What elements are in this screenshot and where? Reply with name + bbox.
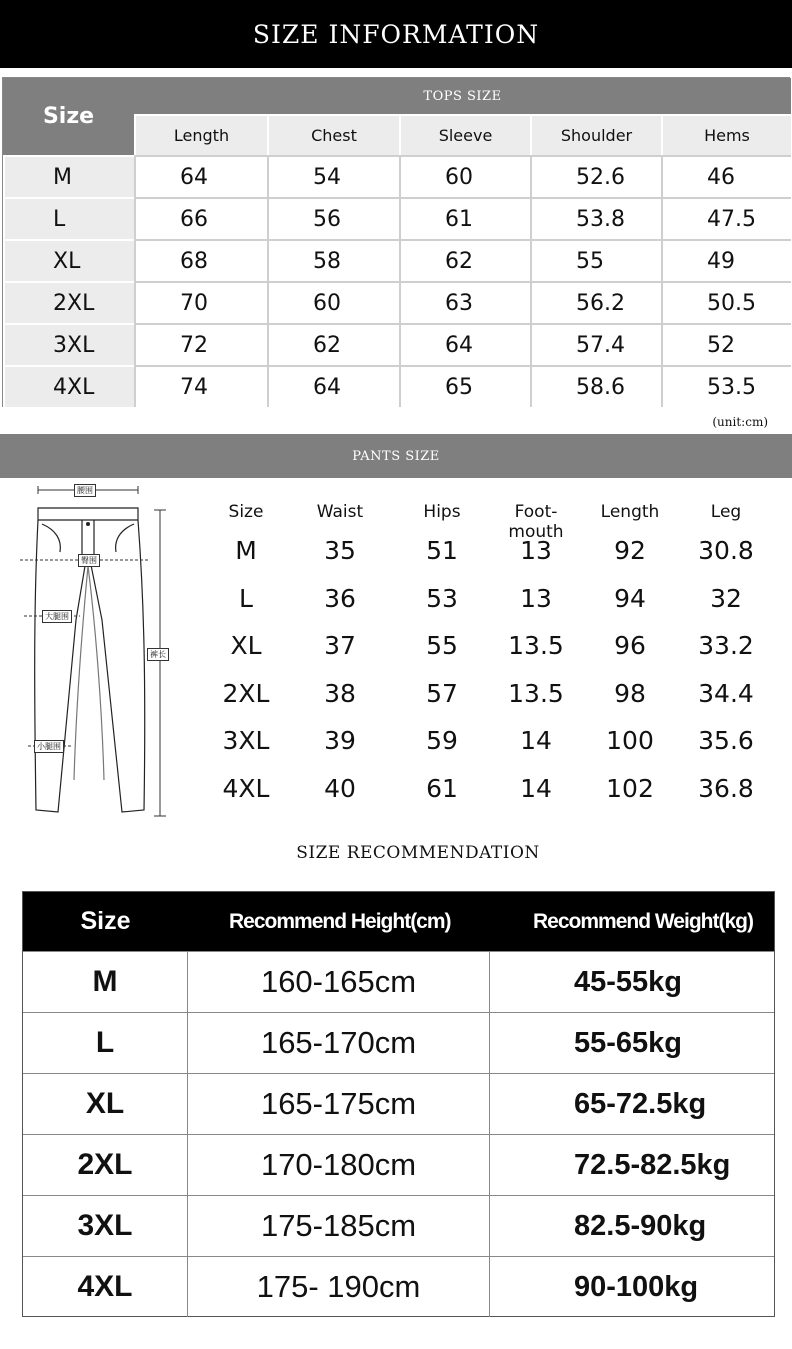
rec-cell-size: M (23, 952, 188, 1012)
tops-cell: 63 (399, 281, 530, 323)
tops-cell: 74 (134, 365, 267, 407)
pants-row-size: 4XL (222, 773, 270, 803)
tops-cell: 62 (267, 323, 399, 365)
rec-cell-size: XL (23, 1074, 188, 1134)
tops-col-sleeve: Sleeve (399, 114, 530, 155)
pants-row-size: L (239, 583, 253, 613)
pants-cell: 37 (324, 631, 356, 660)
tops-row-size: 3XL (3, 323, 134, 365)
recommendation-table (22, 891, 775, 1317)
recommendation-row (23, 1256, 774, 1317)
recommendation-header-row (23, 892, 774, 951)
tops-row (3, 155, 791, 197)
pants-cell: 34.4 (698, 678, 754, 708)
tops-col-length: Length (134, 114, 267, 155)
pants-cell: 33.2 (698, 631, 754, 660)
tops-row (3, 197, 791, 239)
tops-cell: 70 (134, 281, 267, 323)
pants-row-size: XL (230, 631, 262, 660)
rec-cell-weight: 65-72.5kg (574, 1087, 707, 1120)
tops-row-size: 2XL (3, 281, 134, 323)
rec-cell-size: 4XL (23, 1257, 188, 1317)
tops-row-size: 4XL (3, 365, 134, 407)
waist-diagram-label: 腰围 (74, 484, 96, 497)
rec-cell-weight: 72.5-82.5kg (574, 1148, 731, 1181)
recommendation-row (23, 1073, 774, 1134)
tops-cell: 53.8 (530, 197, 661, 239)
tops-cell: 72 (134, 323, 267, 365)
rec-cell-size: 3XL (23, 1196, 188, 1256)
pants-cell: 55 (426, 631, 458, 660)
tops-cell: 64 (267, 365, 399, 407)
pants-cell: 13.5 (508, 678, 564, 708)
tops-cell: 68 (134, 239, 267, 281)
pants-cell: 13 (520, 536, 552, 565)
tops-row-size: XL (3, 239, 134, 281)
pants-cell: 35 (324, 536, 356, 565)
tops-cell: 49 (661, 239, 791, 281)
tops-cell: 54 (267, 155, 399, 197)
pants-col-header: Size (228, 502, 264, 522)
tops-size-table (2, 77, 790, 407)
pants-cell: 14 (520, 726, 552, 755)
tops-col-shoulder: Shoulder (530, 114, 661, 155)
tops-cell: 64 (134, 155, 267, 197)
pants-row-size: 2XL (222, 678, 270, 708)
pants-diagram (16, 480, 186, 820)
tops-cell: 66 (134, 197, 267, 239)
pants-cell: 30.8 (698, 536, 754, 565)
rec-cell-weight: 82.5-90kg (574, 1209, 707, 1242)
pants-cell: 100 (606, 726, 654, 755)
unit-note: (unit:cm) (712, 415, 768, 429)
pants-row-size: 3XL (222, 726, 270, 755)
pants-cell: 98 (614, 678, 646, 708)
pants-col-header: Leg (710, 502, 742, 522)
hips-diagram-label: 臀围 (78, 554, 100, 567)
thigh-diagram-label: 大腿围 (42, 610, 72, 623)
tops-row (3, 281, 791, 323)
rec-header-weight: Recommend Weight(kg) (533, 909, 753, 933)
pants-cell: 13.5 (508, 631, 564, 660)
pants-cell: 32 (710, 583, 742, 613)
length-diagram-label: 裤长 (147, 648, 169, 661)
tops-cell: 53.5 (661, 365, 791, 407)
tops-cell: 58 (267, 239, 399, 281)
rec-cell-height: 165-175cm (188, 1074, 490, 1134)
pants-cell: 14 (520, 773, 552, 803)
recommendation-row (23, 1012, 774, 1073)
recommendation-row (23, 951, 774, 1012)
tops-cell: 47.5 (661, 197, 791, 239)
pants-col-header: Length (600, 502, 660, 522)
pants-cell: 94 (614, 583, 646, 613)
tops-cell: 62 (399, 239, 530, 281)
pants-cell: 51 (426, 536, 458, 565)
recommendation-row (23, 1195, 774, 1256)
tops-cell: 64 (399, 323, 530, 365)
rec-cell-weight: 90-100kg (574, 1270, 699, 1303)
tops-cell: 52 (661, 323, 791, 365)
rec-header-size: Size (80, 907, 131, 935)
tops-size-header: Size (3, 78, 134, 155)
pants-cell: 57 (426, 678, 458, 708)
pants-cell: 38 (324, 678, 356, 708)
pants-row-size: M (235, 536, 257, 565)
calf-diagram-label: 小腿围 (34, 740, 64, 753)
pants-col-header: Hips (423, 502, 461, 522)
pants-cell: 61 (426, 773, 458, 803)
rec-cell-size: 2XL (23, 1135, 188, 1195)
page-title: SIZE INFORMATION (0, 0, 792, 68)
pants-cell: 39 (324, 726, 356, 755)
pants-cell: 59 (426, 726, 458, 755)
tops-cell: 46 (661, 155, 791, 197)
recommendation-row (23, 1134, 774, 1195)
pants-cell: 35.6 (698, 726, 754, 755)
tops-col-chest: Chest (267, 114, 399, 155)
rec-cell-height: 175-185cm (188, 1196, 490, 1256)
tops-cell: 52.6 (530, 155, 661, 197)
tops-cell: 57.4 (530, 323, 661, 365)
pants-cell: 36 (324, 583, 356, 613)
rec-cell-height: 170-180cm (188, 1135, 490, 1195)
pants-cell: 36.8 (698, 773, 754, 803)
pants-size-title: PANTS SIZE (0, 434, 792, 478)
tops-cell: 50.5 (661, 281, 791, 323)
pants-cell: 40 (324, 773, 356, 803)
pants-cell: 102 (606, 773, 654, 803)
pants-cell: 92 (614, 536, 646, 565)
tops-cell: 58.6 (530, 365, 661, 407)
tops-cell: 65 (399, 365, 530, 407)
tops-col-hems: Hems (661, 114, 791, 155)
pants-col-header: Waist (316, 502, 364, 522)
tops-row (3, 239, 791, 281)
rec-cell-height: 160-165cm (188, 952, 490, 1012)
tops-cell: 56.2 (530, 281, 661, 323)
rec-cell-weight: 55-65kg (574, 1026, 683, 1059)
rec-cell-height: 175- 190cm (188, 1257, 490, 1317)
rec-header-height: Recommend Height(cm) (229, 909, 451, 933)
tops-cell: 56 (267, 197, 399, 239)
tops-cell: 60 (267, 281, 399, 323)
tops-cell: 60 (399, 155, 530, 197)
tops-row (3, 323, 791, 365)
tops-row-size: M (3, 155, 134, 197)
rec-cell-height: 165-170cm (188, 1013, 490, 1073)
rec-cell-weight: 45-55kg (574, 965, 683, 998)
pants-cell: 53 (426, 583, 458, 613)
recommendation-title: SIZE RECOMMENDATION (296, 843, 540, 863)
pants-cell: 13 (520, 583, 552, 613)
tops-row-size: L (3, 197, 134, 239)
tops-group-title: TOPS SIZE (134, 78, 791, 114)
tops-row (3, 365, 791, 407)
pants-cell: 96 (614, 631, 646, 660)
tops-cell: 61 (399, 197, 530, 239)
tops-cell: 55 (530, 239, 661, 281)
rec-cell-size: L (23, 1013, 188, 1073)
pants-col-header: Foot-mouth (508, 502, 564, 542)
